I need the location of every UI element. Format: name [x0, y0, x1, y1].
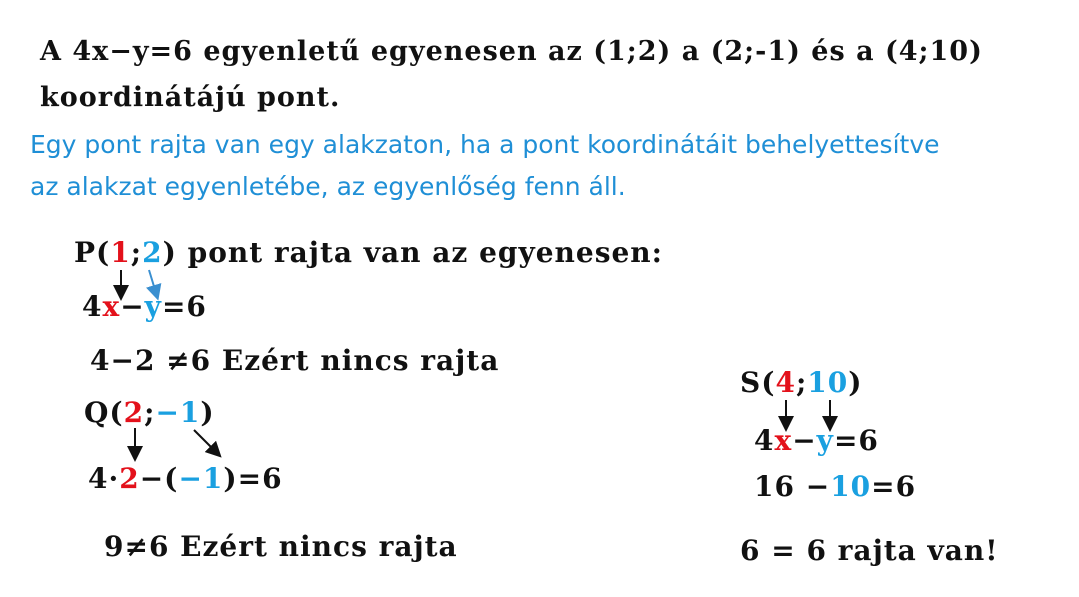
q-y-value: −1 [155, 396, 201, 429]
p-y-value: 2 [142, 236, 163, 269]
q-sub-x: 2 [119, 462, 140, 495]
p-suffix: ) pont rajta van az egyenesen: [162, 236, 663, 269]
s-eq-coef: 4 [754, 424, 775, 457]
s-suffix: ) [848, 366, 863, 399]
s-eq-x: x [774, 424, 793, 457]
q-sub-mid: −( [139, 462, 179, 495]
rule-line2: az alakzat egyenletébe, az egyenlőség fenn áll. [30, 172, 626, 201]
p-y-arrow [149, 270, 156, 293]
s-sub-y: 10 [830, 470, 872, 503]
q-sep: ; [144, 396, 156, 429]
s-y-value: 10 [807, 366, 849, 399]
s-x-value: 4 [775, 366, 796, 399]
p-eq-coef: 4 [82, 290, 103, 323]
s-result: 6 = 6 rajta van! [740, 534, 999, 567]
p-eq-y: y [144, 290, 162, 323]
s-eq-minus: − [792, 424, 817, 457]
q-y-arrow [194, 430, 216, 452]
q-result: 9≠6 Ezért nincs rajta [104, 530, 458, 563]
q-x-value: 2 [123, 396, 145, 429]
rule-line1: Egy pont rajta van egy alakzaton, ha a pont koordinátáit behelyettesítve [30, 130, 940, 159]
p-sep: ; [130, 236, 143, 269]
q-prefix: Q( [84, 396, 124, 429]
p-prefix: P( [74, 236, 111, 269]
p-result: 4−2 ≠6 Ezért nincs rajta [90, 344, 500, 377]
p-eq-rest: =6 [161, 290, 207, 323]
q-suffix: ) [200, 396, 215, 429]
q-sub-coef: 4· [88, 462, 120, 495]
s-prefix: S( [740, 366, 776, 399]
q-sub-rest: )=6 [223, 462, 283, 495]
p-x-value: 1 [110, 236, 131, 269]
p-eq-x: x [102, 290, 121, 323]
s-eq-rest: =6 [833, 424, 879, 457]
s-sep: ; [795, 366, 808, 399]
s-eq-y: y [816, 424, 834, 457]
s-sub-rest: =6 [871, 470, 917, 503]
problem-title-line2: koordinátájú pont. [40, 82, 341, 113]
s-sub-left: 16 − [754, 470, 831, 503]
p-eq-minus: − [120, 290, 145, 323]
q-sub-y: −1 [178, 462, 224, 495]
problem-title-line1: A 4x−y=6 egyenletű egyenesen az (1;2) a (2;-1) és a (4;10) [40, 36, 983, 67]
